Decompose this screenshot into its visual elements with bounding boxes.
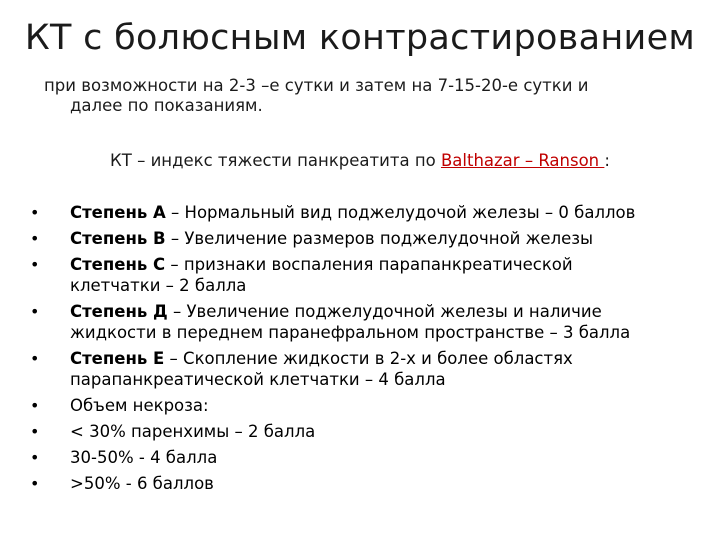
grade-label: Степень В [70, 229, 166, 248]
list-item [30, 301, 700, 343]
list-item [30, 348, 700, 390]
bullet-icon: • [30, 255, 40, 274]
bullet-icon: • [30, 302, 40, 321]
item-text: – Нормальный вид поджелудочой железы – 0 баллов [165, 203, 636, 222]
item-text: >50% - 6 баллов [70, 474, 214, 493]
list-item [30, 395, 700, 416]
grade-label: Степень А [70, 203, 166, 222]
item-text: клетчатки – 2 балла [70, 276, 247, 295]
slide-title: КТ с болюсным контрастированием [24, 18, 696, 58]
intro-line-2: далее по показаниям. [70, 96, 263, 115]
index-subtitle [0, 151, 720, 170]
bullet-icon: • [30, 349, 40, 368]
bullet-icon: • [30, 229, 40, 248]
grade-label: Степень Д [70, 302, 168, 321]
item-text: – Увеличение размеров поджелудочной железы [165, 229, 594, 248]
list-item [30, 473, 700, 494]
item-text: 30-50% - 4 балла [70, 448, 218, 467]
item-text: – признаки воспаления парапанкреатической [165, 255, 573, 274]
bullet-icon: • [30, 474, 40, 493]
item-text: Объем некроза: [70, 396, 209, 415]
bullet-icon: • [30, 422, 40, 441]
subtitle-prefix: КТ – индекс тяжести панкреатита по [110, 151, 441, 170]
grade-label: Степень Е [70, 349, 165, 368]
intro-line-1: при возможности на 2-3 –е сутки и затем на 7-15-20-е сутки и [44, 76, 589, 95]
bullet-icon: • [30, 203, 40, 222]
list-item [30, 421, 700, 442]
list-item [30, 254, 700, 296]
intro-text [44, 76, 684, 116]
grade-list [30, 202, 700, 499]
item-text: – Увеличение поджелудочной железы и наличие [167, 302, 602, 321]
bullet-icon: • [30, 396, 40, 415]
item-text: – Скопление жидкости в 2-х и более областях [164, 349, 573, 368]
reference-link: Balthazar – Ranson [440, 151, 605, 170]
subtitle-suffix: : [604, 151, 610, 170]
item-text: < 30% паренхимы – 2 балла [70, 422, 316, 441]
list-item [30, 228, 700, 249]
list-item [30, 202, 700, 223]
item-text: парапанкреатической клетчатки – 4 балла [70, 370, 446, 389]
bullet-icon: • [30, 448, 40, 467]
item-text: жидкости в переднем паранефральном пространстве – 3 балла [70, 323, 631, 342]
list-item [30, 447, 700, 468]
grade-label: Степень С [70, 255, 166, 274]
